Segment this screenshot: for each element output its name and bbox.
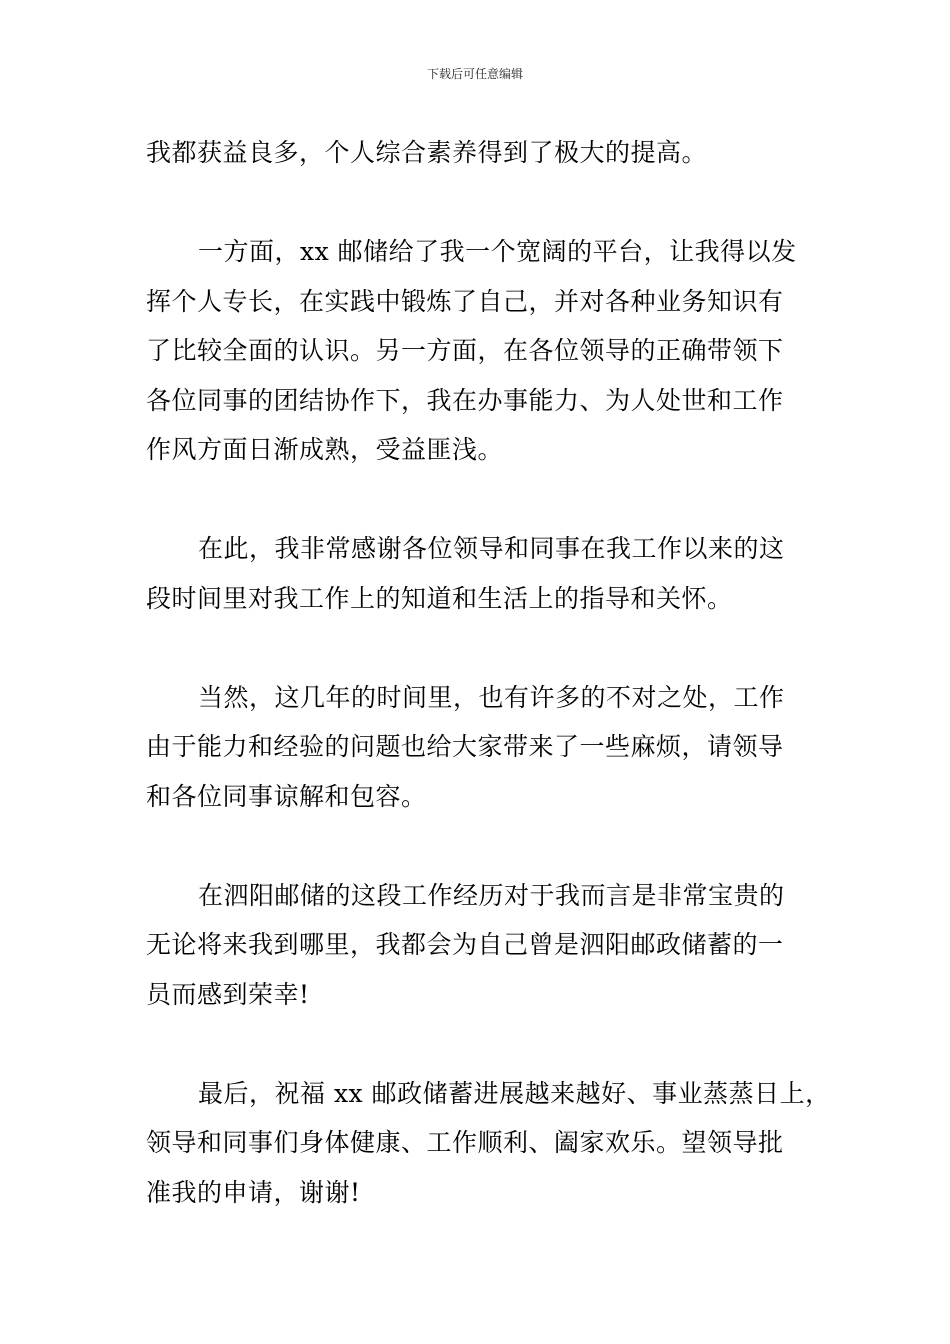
text-line: 领导和同事们身体健康、工作顺利、阖家欢乐。望领导批 <box>146 1128 784 1157</box>
page-header: 下载后可任意编辑 <box>426 67 523 81</box>
paragraph <box>146 128 810 178</box>
text-line: 作风方面日渐成熟，受益匪浅。 <box>146 435 504 464</box>
text-line: 由于能力和经验的问题也给大家带来了一些麻烦，请领导 <box>146 732 784 761</box>
paragraph-gap <box>146 178 810 228</box>
paragraph-gap <box>146 475 810 525</box>
paragraph <box>146 1069 831 1218</box>
text-line: 我都获益良多，个人综合素养得到了极大的提高。 <box>146 138 708 167</box>
text-line: 了比较全面的认识。另一方面，在各位领导的正确带领下 <box>146 336 784 365</box>
text-line: 和各位同事谅解和包容。 <box>146 781 427 811</box>
text-line: 员而感到荣幸! <box>146 979 310 1009</box>
paragraph-gap <box>146 821 810 871</box>
text-line: 挥个人专长，在实践中锻炼了自己，并对各种业务知识有 <box>146 286 784 316</box>
text-line: 各位同事的团结协作下，我在办事能力、为人处世和工作 <box>146 385 784 415</box>
paragraph <box>146 673 810 822</box>
text-line: 最后，祝福 xx 邮政储蓄进展越来越好、事业蒸蒸日上， <box>198 1078 831 1108</box>
text-line: 无论将来我到哪里，我都会为自己曾是泗阳邮政储蓄的一 <box>146 930 784 959</box>
paragraph <box>146 524 810 623</box>
text-line: 在泗阳邮储的这段工作经历对于我而言是非常宝贵的 <box>198 880 785 910</box>
document-body <box>146 128 831 1217</box>
paragraph-gap <box>146 623 810 673</box>
text-line: 一方面，xx 邮储给了我一个宽阔的平台，让我得以发 <box>198 237 797 266</box>
text-line: 当然，这几年的时间里，也有许多的不对之处，工作 <box>198 682 785 712</box>
text-line: 在此，我非常感谢各位领导和同事在我工作以来的这 <box>198 534 785 563</box>
text-line: 准我的申请，谢谢! <box>146 1177 361 1207</box>
paragraph-gap <box>146 1019 810 1069</box>
text-line: 段时间里对我工作上的知道和生活上的指导和关怀。 <box>146 583 733 613</box>
paragraph <box>146 871 810 1020</box>
paragraph <box>146 227 810 475</box>
